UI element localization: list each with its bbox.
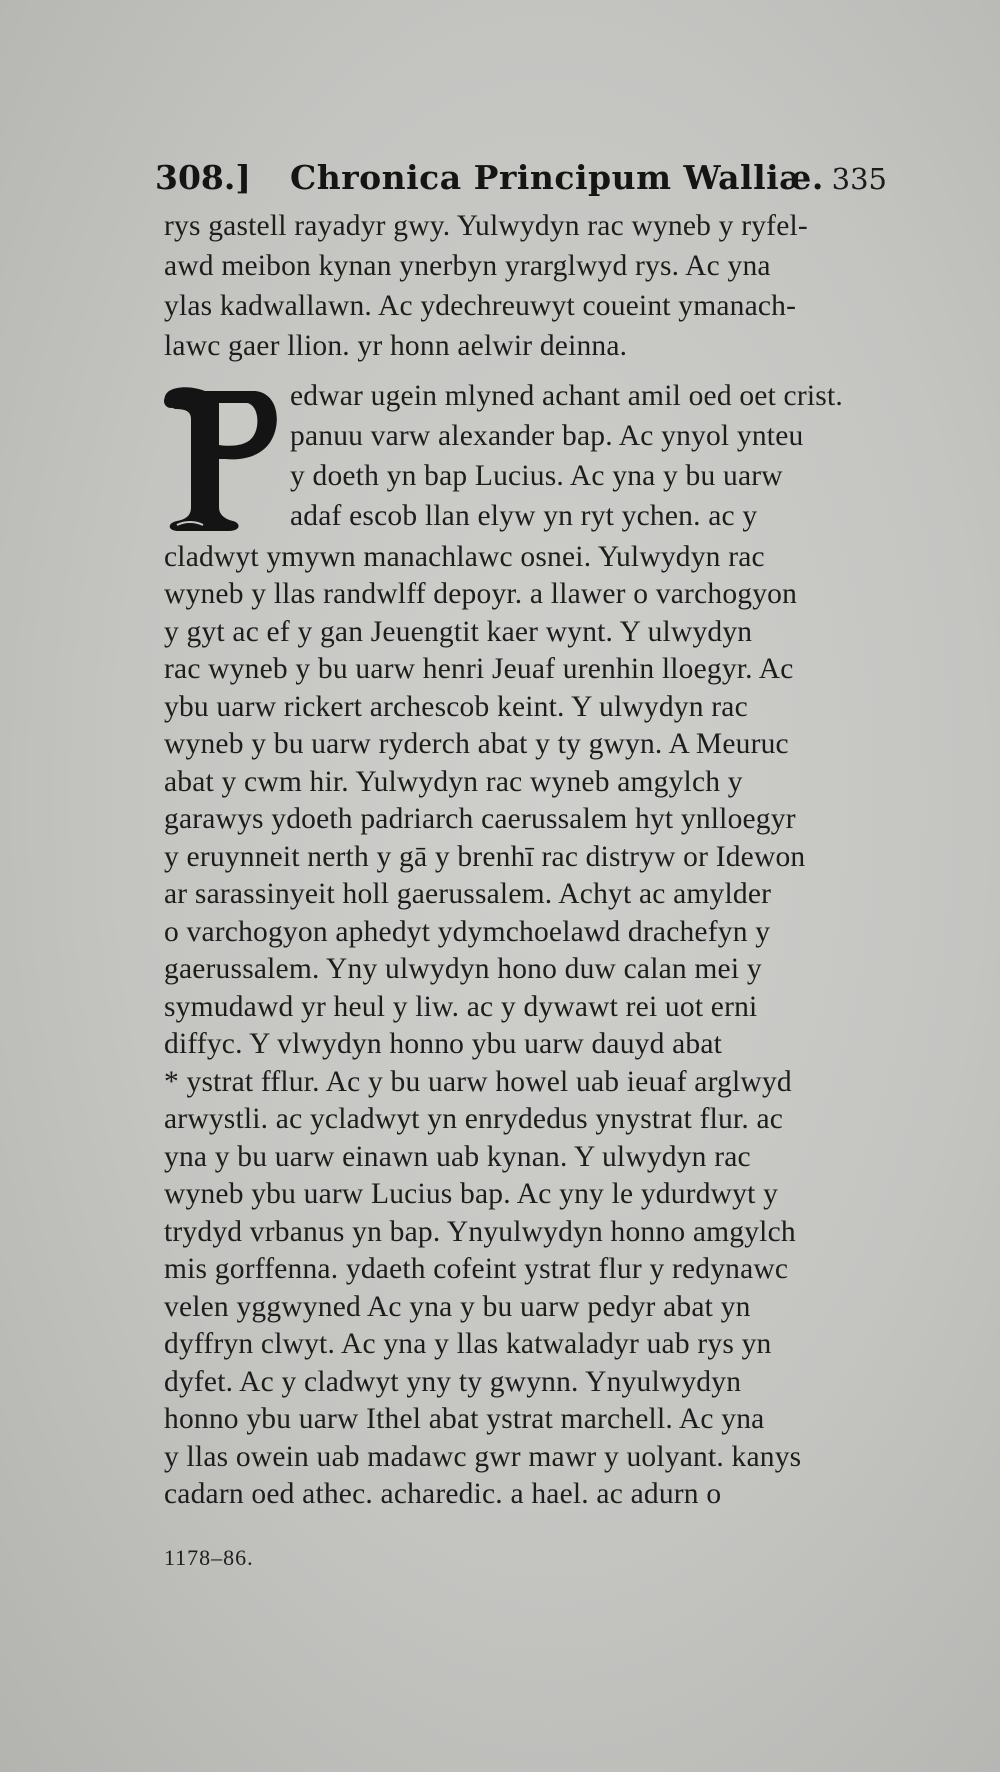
text-line: y eruynneit nerth y gā y brenhī rac distryw or Idewon bbox=[164, 841, 806, 873]
text-line: ar sarassinyeit holl gaerussalem. Achyt ac amylder bbox=[164, 878, 772, 910]
text-line: velen yggwyned Ac yna y bu uarw pedyr abat yn bbox=[164, 1291, 751, 1323]
text-line: o varchogyon aphedyt ydymchoelawd drachefyn y bbox=[164, 916, 771, 948]
running-title: Chronica Principum Walliæ. bbox=[290, 158, 824, 197]
text-line: panuu varw alexander bap. Ac ynyol ynteu bbox=[290, 420, 804, 452]
text-line: * ystrat fflur. Ac y bu uarw howel uab ieuaf arglwyd bbox=[164, 1066, 792, 1098]
text-line: y llas owein uab madawc gwr mawr y uolyant. kanys bbox=[164, 1441, 802, 1473]
text-line: dyffryn clwyt. Ac yna y llas katwaladyr uab rys yn bbox=[164, 1328, 772, 1360]
text-line: y gyt ac ef y gan Jeuengtit kaer wynt. Y ulwydyn bbox=[164, 616, 753, 648]
text-line: ybu uarw rickert archescob keint. Y ulwydyn rac bbox=[164, 691, 748, 723]
drop-cap-p-icon bbox=[155, 375, 283, 535]
text-line: cadarn oed athec. acharedic. a hael. ac adurn o bbox=[164, 1478, 722, 1510]
text-line: trydyd vrbanus yn bap. Ynyulwydyn honno amgylch bbox=[164, 1216, 796, 1248]
text-line: cladwyt ymywn manachlawc osnei. Yulwydyn rac bbox=[164, 541, 765, 573]
text-line: ylas kadwallawn. Ac ydechreuwyt coueint ymanach- bbox=[164, 290, 797, 322]
text-line: honno ybu uarw Ithel abat ystrat marchell. Ac yna bbox=[164, 1403, 765, 1435]
page-header bbox=[155, 158, 887, 206]
page-number: 335 bbox=[831, 162, 887, 196]
text-line: edwar ugein mlyned achant amil oed oet crist. bbox=[290, 380, 843, 412]
text-line: abat y cwm hir. Yulwydyn rac wyneb amgylch y bbox=[164, 766, 743, 798]
text-line: wyneb ybu uarw Lucius bap. Ac yny le ydurdwyt y bbox=[164, 1178, 779, 1210]
text-line: rys gastell rayadyr gwy. Yulwydyn rac wyneb y ryfel- bbox=[164, 210, 808, 242]
decorated-initial bbox=[155, 375, 283, 535]
text-line: garawys ydoeth padriarch caerussalem hyt ynlloegyr bbox=[164, 803, 796, 835]
text-line: awd meibon kynan ynerbyn yrarglwyd rys. Ac yna bbox=[164, 250, 771, 282]
text-line: yna y bu uarw einawn uab kynan. Y ulwydyn rac bbox=[164, 1141, 751, 1173]
page-reference: 308.] bbox=[155, 158, 251, 197]
text-line: symudawd yr heul y liw. ac y dywawt rei uot erni bbox=[164, 991, 758, 1023]
text-line: y doeth yn bap Lucius. Ac yna y bu uarw bbox=[290, 460, 783, 492]
text-line: mis gorffenna. ydaeth cofeint ystrat flur y redynawc bbox=[164, 1253, 789, 1285]
text-line: gaerussalem. Yny ulwydyn hono duw calan mei y bbox=[164, 953, 762, 985]
text-line: wyneb y llas randwlff depoyr. a llawer o varchogyon bbox=[164, 578, 798, 610]
text-line: rac wyneb y bu uarw henri Jeuaf urenhin lloegyr. Ac bbox=[164, 653, 794, 685]
text-line: diffyc. Y vlwydyn honno ybu uarw dauyd abat bbox=[164, 1028, 723, 1060]
text-line: lawc gaer llion. yr honn aelwir deinna. bbox=[164, 330, 628, 362]
text-line: dyfet. Ac y cladwyt yny ty gwynn. Ynyulwydyn bbox=[164, 1366, 742, 1398]
text-line: wyneb y bu uarw ryderch abat y ty gwyn. A Meuruc bbox=[164, 728, 789, 760]
date-footnote: 1178–86. bbox=[164, 1545, 254, 1570]
text-line: adaf escob llan elyw yn ryt ychen. ac y bbox=[290, 500, 758, 532]
text-line: arwystli. ac ycladwyt yn enrydedus ynystrat flur. ac bbox=[164, 1103, 784, 1135]
